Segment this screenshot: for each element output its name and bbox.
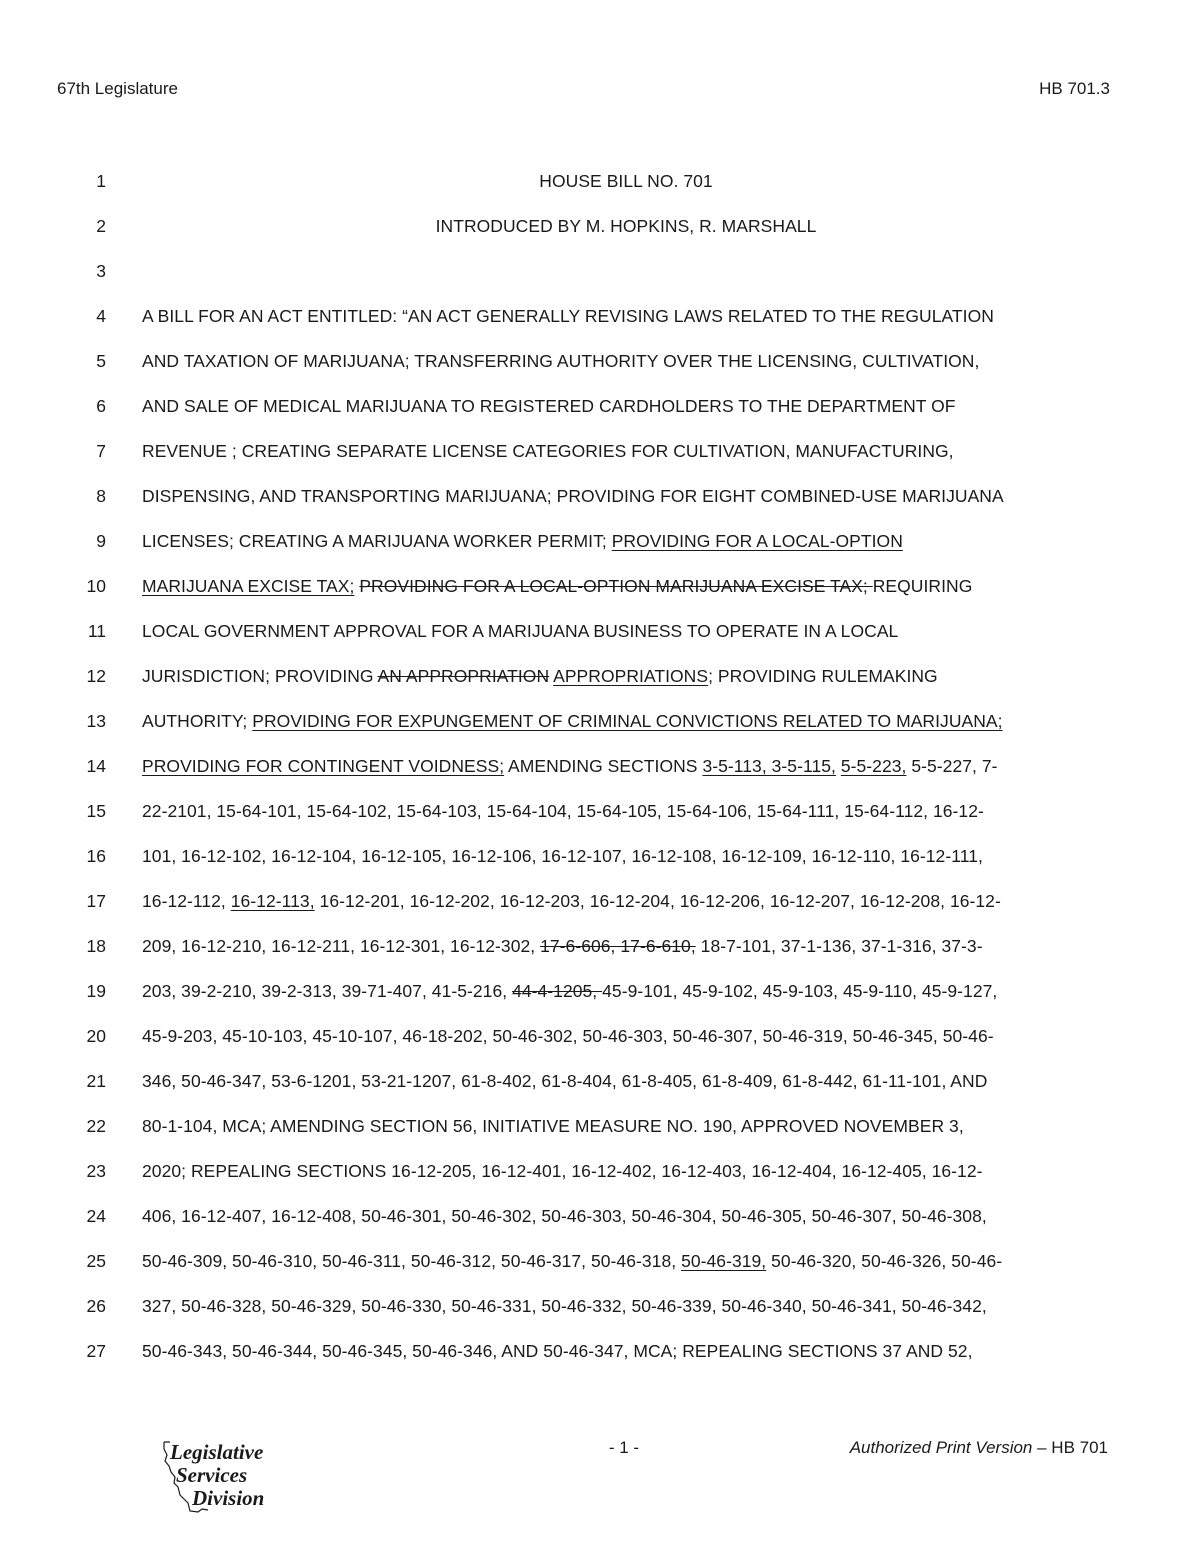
text-segment: 22-2101, 15-64-101, 15-64-102, 15-64-103, 15-64-104, 15-64-105, 15-64-106, 15-64-111, 15-64-112, 16-12-: [142, 801, 984, 821]
line-number: 4: [96, 306, 106, 326]
line-number: 22: [86, 1116, 106, 1136]
text-segment: AUTHORITY;: [142, 711, 253, 731]
bill-line: [0, 619, 1200, 664]
bill-line: [0, 979, 1200, 1024]
bill-line: [0, 1069, 1200, 1114]
text-segment: 209, 16-12-210, 16-12-211, 16-12-301, 16-12-302,: [142, 936, 541, 956]
text-segment: ; PROVIDING RULEMAKING: [708, 666, 938, 686]
inserted-text: MARIJUANA EXCISE TAX;: [142, 576, 355, 596]
line-number: 25: [86, 1251, 106, 1271]
line-number: 10: [86, 576, 106, 596]
text-segment: REVENUE ; CREATING SEPARATE LICENSE CATEGORIES FOR CULTIVATION, MANUFACTURING,: [142, 441, 954, 461]
line-number: 23: [86, 1161, 106, 1181]
line-number: 19: [86, 981, 106, 1001]
stricken-text: PROVIDING FOR A LOCAL-OPTION MARIJUANA EXCISE TAX;: [359, 576, 873, 596]
text-segment: LOCAL GOVERNMENT APPROVAL FOR A MARIJUANA BUSINESS TO OPERATE IN A LOCAL: [142, 621, 899, 641]
line-number: 16: [86, 846, 106, 866]
text-segment: 346, 50-46-347, 53-6-1201, 53-21-1207, 61-8-402, 61-8-404, 61-8-405, 61-8-409, 61-8-442, 61-11-101, AND: [142, 1071, 988, 1091]
line-text: [142, 216, 1110, 237]
bill-line: [0, 529, 1200, 574]
line-text: [142, 1026, 994, 1047]
bill-line: [0, 169, 1200, 214]
line-number: 6: [96, 396, 106, 416]
authorized-print-bill: – HB 701: [1032, 1438, 1108, 1457]
stricken-text: 44-4-1205,: [512, 981, 603, 1001]
line-number: 8: [96, 486, 106, 506]
line-text: [142, 1161, 983, 1182]
line-number: 12: [86, 666, 106, 686]
text-segment: 50-46-320, 50-46-326, 50-46-: [766, 1251, 1003, 1271]
bill-line: [0, 934, 1200, 979]
line-text: [142, 396, 956, 417]
text-segment: 203, 39-2-210, 39-2-313, 39-71-407, 41-5-216,: [142, 981, 513, 1001]
stricken-text: 17-6-606, 17-6-610,: [540, 936, 696, 956]
bill-line: [0, 484, 1200, 529]
text-segment: AND SALE OF MEDICAL MARIJUANA TO REGISTERED CARDHOLDERS TO THE DEPARTMENT OF: [142, 396, 956, 416]
line-text: [142, 981, 997, 1002]
line-text: [142, 1071, 987, 1092]
bill-line: [0, 1339, 1200, 1384]
line-number: 9: [96, 531, 106, 551]
text-segment: 45-9-203, 45-10-103, 45-10-107, 46-18-202, 50-46-302, 50-46-303, 50-46-307, 50-46-319, 50-46-345, 50-46-: [142, 1026, 994, 1046]
text-segment: 16-12-112,: [142, 891, 231, 911]
inserted-text: 16-12-113,: [230, 891, 315, 911]
bill-line: [0, 1204, 1200, 1249]
inserted-text: 3-5-113, 3-5-115,: [702, 756, 836, 776]
bill-line: [0, 259, 1200, 304]
line-number: 14: [86, 756, 106, 776]
text-segment: 80-1-104, MCA; AMENDING SECTION 56, INITIATIVE MEASURE NO. 190, APPROVED NOVEMBER 3,: [142, 1116, 964, 1136]
logo-text-division: Division: [192, 1486, 265, 1510]
line-text: [142, 306, 994, 327]
line-number: 7: [96, 441, 106, 461]
text-segment: 406, 16-12-407, 16-12-408, 50-46-301, 50-46-302, 50-46-303, 50-46-304, 50-46-305, 50-46-307, 50-46-308,: [142, 1206, 987, 1226]
bill-line: [0, 214, 1200, 259]
text-segment: 327, 50-46-328, 50-46-329, 50-46-330, 50-46-331, 50-46-332, 50-46-339, 50-46-340, 50-46-341, 50-46-342,: [142, 1296, 987, 1316]
line-text: [142, 486, 1004, 507]
authorized-print-label: Authorized Print Version: [849, 1438, 1033, 1457]
bill-line: [0, 439, 1200, 484]
line-number: 1: [96, 171, 106, 191]
line-text: [142, 1296, 987, 1317]
text-segment: HOUSE BILL NO. 701: [539, 171, 713, 191]
text-segment: REQUIRING: [872, 576, 973, 596]
line-text: [142, 666, 938, 687]
text-segment: 50-46-343, 50-46-344, 50-46-345, 50-46-346, AND 50-46-347, MCA; REPEALING SECTIONS 37 AND 52,: [142, 1341, 973, 1361]
line-text: [142, 441, 954, 462]
line-number: 5: [96, 351, 106, 371]
text-segment: 18-7-101, 37-1-136, 37-1-316, 37-3-: [695, 936, 983, 956]
text-segment: 2020; REPEALING SECTIONS 16-12-205, 16-12-401, 16-12-402, 16-12-403, 16-12-404, 16-12-405, 16-12-: [142, 1161, 983, 1181]
bill-line: [0, 664, 1200, 709]
line-text: [142, 846, 983, 867]
page-number: - 1 -: [608, 1438, 640, 1457]
line-number: 24: [86, 1206, 106, 1226]
bill-line: [0, 574, 1200, 619]
bill-line: [0, 304, 1200, 349]
text-segment: 16-12-201, 16-12-202, 16-12-203, 16-12-204, 16-12-206, 16-12-207, 16-12-208, 16-12-: [314, 891, 1001, 911]
line-text: [142, 621, 898, 642]
line-text: [142, 1116, 964, 1137]
text-segment: INTRODUCED BY M. HOPKINS, R. MARSHALL: [435, 216, 817, 236]
bill-line: [0, 844, 1200, 889]
bill-line: [0, 889, 1200, 934]
line-text: [142, 801, 984, 822]
line-number: 11: [87, 621, 106, 641]
line-number: 2: [96, 216, 106, 236]
line-number: 27: [86, 1341, 106, 1361]
text-segment: AMENDING SECTIONS: [504, 756, 703, 776]
text-segment: 50-46-309, 50-46-310, 50-46-311, 50-46-312, 50-46-317, 50-46-318,: [142, 1251, 682, 1271]
inserted-text: PROVIDING FOR EXPUNGEMENT OF CRIMINAL CONVICTIONS RELATED TO MARIJUANA;: [252, 711, 1003, 731]
inserted-text: PROVIDING FOR CONTINGENT VOIDNESS;: [142, 756, 505, 776]
line-text: [142, 1251, 1002, 1272]
line-text: [142, 936, 983, 957]
text-segment: 101, 16-12-102, 16-12-104, 16-12-105, 16-12-106, 16-12-107, 16-12-108, 16-12-109, 16-12-110, 16-12-111,: [142, 846, 983, 866]
text-segment: AND TAXATION OF MARIJUANA; TRANSFERRING AUTHORITY OVER THE LICENSING, CULTIVATION,: [142, 351, 980, 371]
header-bill-version: HB 701.3: [1039, 79, 1110, 98]
bill-text-body: [0, 169, 1200, 1384]
line-text: [142, 711, 1003, 732]
line-number: 15: [86, 801, 106, 821]
text-segment: LICENSES; CREATING A MARIJUANA WORKER PERMIT;: [142, 531, 612, 551]
inserted-text: APPROPRIATIONS: [553, 666, 709, 686]
header-legislature: 67th Legislature: [57, 79, 178, 98]
text-segment: 5-5-227, 7-: [906, 756, 998, 776]
bill-line: [0, 1249, 1200, 1294]
line-number: 21: [86, 1071, 106, 1091]
line-number: 3: [96, 261, 106, 281]
line-text: [142, 1206, 987, 1227]
inserted-text: 5-5-223,: [840, 756, 907, 776]
bill-line: [0, 1024, 1200, 1069]
bill-line: [0, 1294, 1200, 1339]
bill-line: [0, 349, 1200, 394]
authorized-print-version: [850, 1438, 1108, 1458]
bill-line: [0, 394, 1200, 439]
line-number: 26: [86, 1296, 106, 1316]
line-text: [142, 1341, 973, 1362]
text-segment: JURISDICTION; PROVIDING: [142, 666, 378, 686]
inserted-text: 50-46-319,: [681, 1251, 767, 1271]
line-text: [142, 576, 972, 597]
line-text: [142, 891, 1001, 912]
bill-line: [0, 1114, 1200, 1159]
line-number: 20: [86, 1026, 106, 1046]
bill-line: [0, 799, 1200, 844]
bill-line: [0, 1159, 1200, 1204]
line-text: [142, 531, 903, 552]
logo-text-legislative: Legislative: [170, 1440, 264, 1464]
line-number: 17: [86, 891, 106, 911]
bill-line: [0, 754, 1200, 799]
text-segment: 45-9-101, 45-9-102, 45-9-103, 45-9-110, 45-9-127,: [602, 981, 998, 1001]
line-number: 13: [86, 711, 106, 731]
logo-text-services: Services: [176, 1463, 248, 1487]
line-text: [142, 351, 979, 372]
stricken-text: AN APPROPRIATION: [377, 666, 550, 686]
line-text: [142, 756, 998, 777]
text-segment: A BILL FOR AN ACT ENTITLED: “AN ACT GENERALLY REVISING LAWS RELATED TO THE REGULATION: [142, 306, 994, 326]
line-text: [142, 171, 1110, 192]
text-segment: DISPENSING, AND TRANSPORTING MARIJUANA; PROVIDING FOR EIGHT COMBINED-USE MARIJUANA: [142, 486, 1004, 506]
line-number: 18: [86, 936, 106, 956]
bill-line: [0, 709, 1200, 754]
inserted-text: PROVIDING FOR A LOCAL-OPTION: [611, 531, 903, 551]
